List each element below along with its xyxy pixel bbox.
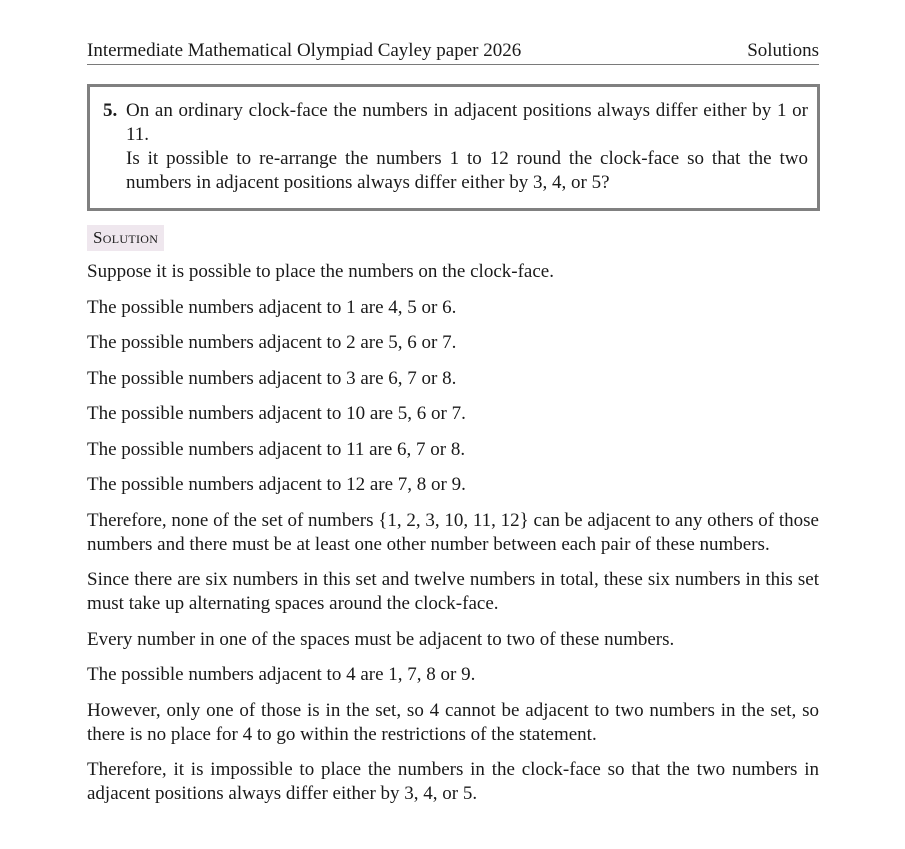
page-header xyxy=(87,40,819,65)
solution-paragraph: The possible numbers adjacent to 3 are 6, 7 or 8. xyxy=(87,367,457,389)
solution-body xyxy=(87,260,819,818)
problem-number: 5. xyxy=(103,100,118,121)
problem-statement xyxy=(126,99,808,195)
solution-paragraph: The possible numbers adjacent to 11 are 6, 7 or 8. xyxy=(87,438,466,460)
solution-paragraph: However, only one of those is in the set, so 4 cannot be adjacent to two numbers in the set, so there is no place for 4 to go within the restrictions of the statement. xyxy=(87,699,819,745)
solution-paragraph: Therefore, it is impossible to place the numbers in the clock-face so that the two numbers in adjacent positions always differ either by 3, 4, or 5. xyxy=(87,759,819,804)
solution-heading: Solution xyxy=(87,225,164,251)
paper-title: Intermediate Mathematical Olympiad Cayley paper 2026 xyxy=(87,40,522,61)
problem-paragraph: On an ordinary clock-face the numbers in adjacent positions always differ either by 1 or 11. xyxy=(126,100,808,145)
solution-paragraph: The possible numbers adjacent to 2 are 5, 6 or 7. xyxy=(87,332,457,353)
solution-paragraph: Since there are six numbers in this set and twelve numbers in total, these six numbers in this set must take up alternating spaces around the clock-face. xyxy=(87,569,819,614)
problem-box xyxy=(87,84,820,211)
solution-paragraph: The possible numbers adjacent to 10 are 5, 6 or 7. xyxy=(87,403,466,424)
solution-paragraph: The possible numbers adjacent to 4 are 1, 7, 8 or 9. xyxy=(87,664,476,685)
solution-paragraph: The possible numbers adjacent to 12 are 7, 8 or 9. xyxy=(87,474,466,495)
solution-paragraph: The possible numbers adjacent to 1 are 4, 5 or 6. xyxy=(87,296,457,318)
solution-paragraph: Therefore, none of the set of numbers {1, 2, 3, 10, 11, 12} can be adjacent to any others of those numbers and there must be at least one other number between each pair of these numbers. xyxy=(87,509,819,555)
section-label: Solutions xyxy=(747,40,819,61)
solution-paragraph: Every number in one of the spaces must be adjacent to two of these numbers. xyxy=(87,628,675,650)
solution-paragraph: Suppose it is possible to place the numbers on the clock-face. xyxy=(87,261,554,282)
problem-paragraph: Is it possible to re-arrange the numbers 1 to 12 round the clock-face so that the two numbers in adjacent positions always differ either by 3, 4, or 5? xyxy=(126,148,808,193)
